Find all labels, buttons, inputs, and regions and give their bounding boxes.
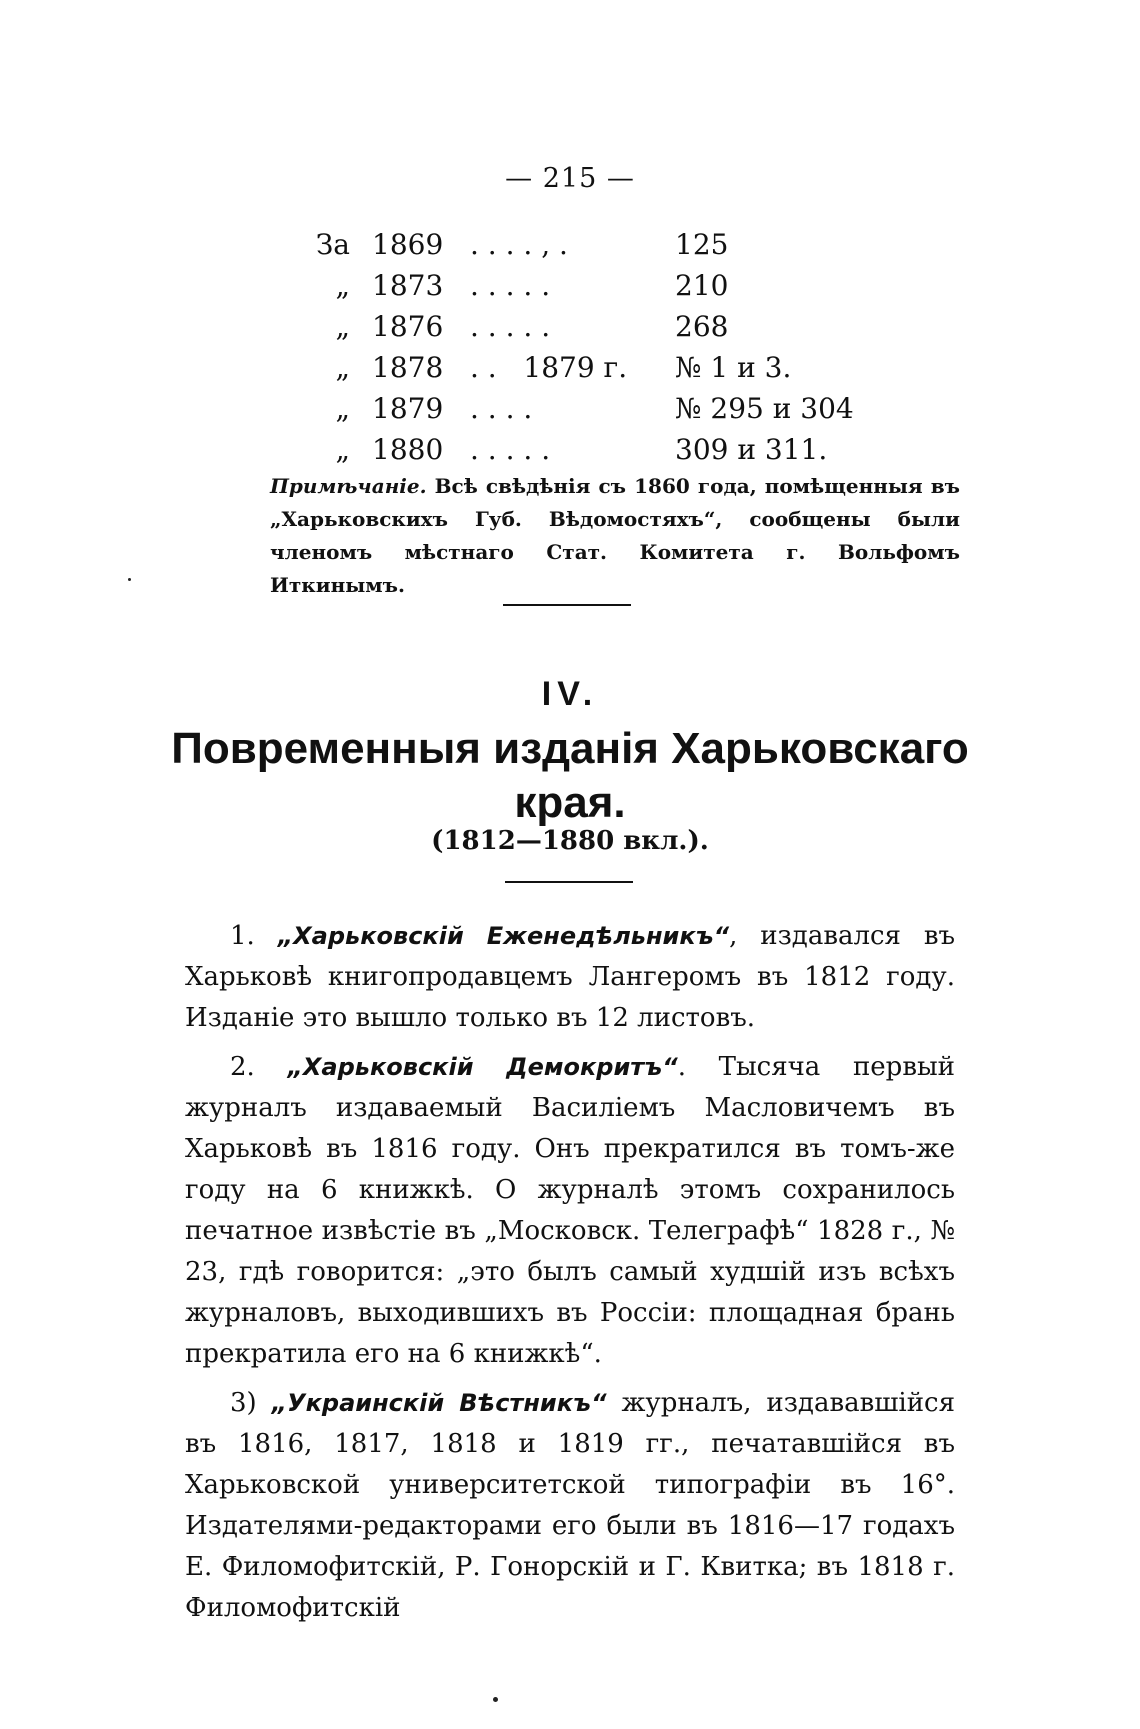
stat-value: № 1 и 3. bbox=[675, 351, 792, 384]
note-text: Всѣ свѣдѣнія съ 1860 года, помѣщенныя въ „Харьковскихъ Губ. Вѣдомостяхъ“, сообщены были членомъ мѣстнаго Стат. Комитета г. Вольфомъ Иткинымъ. bbox=[270, 474, 960, 597]
stat-year: 1876 bbox=[372, 310, 444, 343]
stat-prefix: „ bbox=[335, 310, 350, 343]
stat-year: 1878 bbox=[372, 351, 444, 384]
stat-leader: . . . . . bbox=[470, 433, 551, 466]
stat-value: № 295 и 304 bbox=[675, 392, 854, 425]
divider-rule bbox=[505, 881, 633, 883]
statistics-table bbox=[0, 228, 1140, 474]
stat-year: 1880 bbox=[372, 433, 444, 466]
stat-prefix: „ bbox=[335, 351, 350, 384]
stat-year: 1873 bbox=[372, 269, 444, 302]
note-label: Примѣчаніе. bbox=[270, 474, 427, 498]
stat-prefix: „ bbox=[335, 269, 350, 302]
entry-number: 3) bbox=[230, 1388, 257, 1418]
print-speck bbox=[493, 1697, 498, 1702]
section-number: IV. bbox=[541, 675, 599, 713]
stat-value: 125 bbox=[675, 228, 729, 261]
stat-leader: . . . . bbox=[470, 392, 533, 425]
stat-row bbox=[0, 269, 1140, 310]
entry-number: 1. bbox=[230, 921, 255, 951]
entry-paragraph bbox=[185, 1047, 955, 1375]
entry-number: 2. bbox=[230, 1052, 255, 1082]
stat-leader: . . . . . bbox=[470, 269, 551, 302]
stat-leader: . . . . . bbox=[470, 310, 551, 343]
stat-row bbox=[0, 433, 1140, 474]
entry-text: журналъ, издававшійся въ 1816, 1817, 1818 и 1819 гг., печатавшійся въ Харьковской университетской типографіи въ 16°. Издателями-редакторами его были въ 1816—17 годахъ Е. Филомофитскій, Р. Гонорскій и Г. Квитка; въ 1818 г. Филомофитскій bbox=[185, 1388, 956, 1623]
stat-prefix: „ bbox=[335, 392, 350, 425]
stat-prefix: За bbox=[315, 228, 350, 261]
stat-value: 268 bbox=[675, 310, 729, 343]
publication-title: „Украинскій Вѣстникъ“ bbox=[271, 1389, 607, 1417]
stat-year: 1879 bbox=[372, 392, 444, 425]
section-title: Повременныя изданія Харьковскаго края. bbox=[171, 724, 969, 827]
entry-paragraph bbox=[185, 916, 955, 1039]
footnote bbox=[270, 470, 960, 602]
stat-leader: . . . . , . bbox=[470, 228, 568, 261]
page-number: — 215 — bbox=[505, 163, 635, 194]
stat-value: 309 и 311. bbox=[675, 433, 828, 466]
stat-leader: . . 1879 г. bbox=[470, 351, 628, 384]
entry-text: , издавался въ Харьковѣ книгопродавцемъ Лангеромъ въ 1812 году. Изданіе это вышло только въ 12 листовъ. bbox=[185, 921, 956, 1033]
entry-text: . Тысяча первый журналъ издаваемый Василіемъ Масловичемъ въ Харьковѣ въ 1816 году. Онъ прекратился въ томъ-же году на 6 книжкѣ. О журналѣ этомъ сохранилось печатное извѣстіе въ „Московск. Телеграфѣ“ 1828 г., № 23, гдѣ говорится: „это былъ самый худшій изъ всѣхъ журналовъ, выходившихъ въ Россіи: площадная брань прекратила его на 6 книжкѣ“. bbox=[185, 1052, 955, 1369]
divider-rule bbox=[503, 604, 631, 606]
stat-row bbox=[0, 228, 1140, 269]
section-subtitle: (1812—1880 вкл.). bbox=[431, 826, 709, 856]
stat-value: 210 bbox=[675, 269, 729, 302]
stat-row bbox=[0, 351, 1140, 392]
stat-row bbox=[0, 392, 1140, 433]
publication-title: „Харьковскій Еженедѣльникъ“ bbox=[277, 922, 730, 950]
entries-list bbox=[185, 916, 955, 1637]
print-speck bbox=[128, 578, 131, 581]
entry-paragraph bbox=[185, 1383, 955, 1629]
stat-prefix: „ bbox=[335, 433, 350, 466]
stat-row bbox=[0, 310, 1140, 351]
stat-year: 1869 bbox=[372, 228, 444, 261]
publication-title: „Харьковскій Демокритъ“ bbox=[287, 1053, 678, 1081]
